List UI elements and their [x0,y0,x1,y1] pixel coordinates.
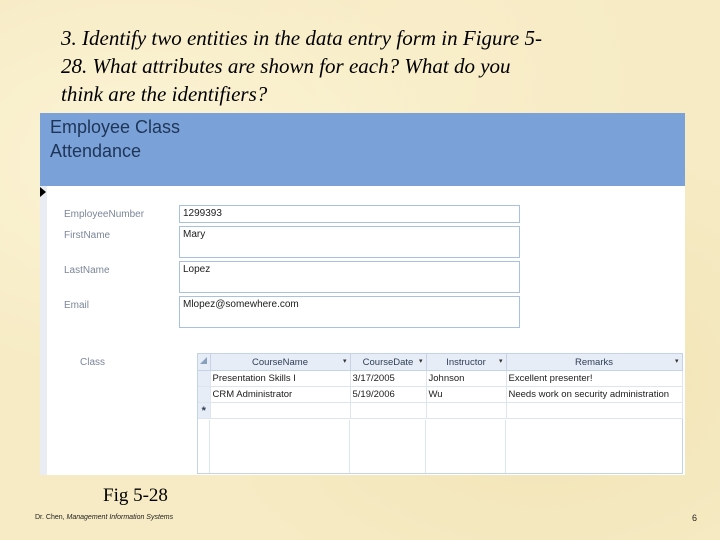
grid-column-line [349,420,350,473]
dropdown-arrow-icon[interactable]: ▾ [674,358,679,365]
record-selector-bar[interactable] [40,186,47,475]
new-cell-coursename[interactable] [210,403,350,419]
class-subform-grid [197,353,683,474]
first-name-label: FirstName [64,230,111,241]
cell-remarks[interactable]: Excellent presenter! [506,371,682,387]
row-selector[interactable] [198,371,210,387]
column-header-label: Remarks [574,356,613,368]
table-row[interactable] [198,387,682,403]
table-row[interactable] [198,371,682,387]
last-name-field[interactable]: Lopez [179,261,520,293]
email-label: Email [64,300,90,311]
select-all-corner[interactable] [198,354,210,371]
column-header-label: CourseName [252,356,308,368]
email-field[interactable]: Mlopez@somewhere.com [179,296,520,328]
new-cell-instructor[interactable] [426,403,506,419]
employee-class-form-screenshot [40,113,685,475]
cell-coursename[interactable]: CRM Administrator [210,387,350,403]
footer [35,514,173,521]
dropdown-arrow-icon[interactable]: ▾ [342,358,347,365]
current-record-arrow-icon [40,187,46,197]
class-subform-label: Class [80,357,106,368]
column-header-remarks[interactable] [506,354,682,371]
new-record-selector[interactable] [198,403,210,419]
new-record-row[interactable] [198,403,682,419]
row-selector[interactable] [198,387,210,403]
cell-instructor[interactable]: Wu [426,387,506,403]
employee-number-field[interactable]: 1299393 [179,205,520,223]
form-header [40,113,685,186]
new-cell-remarks[interactable] [506,403,682,419]
grid-column-line [209,420,210,473]
cell-coursedate[interactable]: 5/19/2006 [350,387,426,403]
cell-coursename[interactable]: Presentation Skills I [210,371,350,387]
dropdown-arrow-icon[interactable]: ▾ [418,358,423,365]
grid-column-line [505,420,506,473]
new-record-star-icon: * [201,404,206,417]
dropdown-arrow-icon[interactable]: ▾ [498,358,503,365]
question-line-1: 3. Identify two entities in the data entry form in Figure 5- [61,26,542,50]
column-header-coursedate[interactable] [350,354,426,371]
cell-remarks[interactable]: Needs work on security administration [506,387,682,403]
form-title [50,115,180,163]
form-title-line-1: Employee Class [50,117,181,137]
grid-column-line [425,420,426,473]
grid-empty-area [198,420,682,473]
last-name-label: LastName [64,265,110,276]
select-all-icon [200,357,207,364]
figure-caption: Fig 5-28 [103,485,168,506]
new-cell-coursedate[interactable] [350,403,426,419]
first-name-field[interactable]: Mary [179,226,520,258]
cell-coursedate[interactable]: 3/17/2005 [350,371,426,387]
cell-instructor[interactable]: Johnson [426,371,506,387]
question-text [61,24,661,108]
page-number: 6 [692,513,698,523]
employee-number-label: EmployeeNumber [64,209,145,220]
column-header-label: CourseDate [362,356,414,368]
footer-author: Dr. Chen, [35,514,65,521]
column-header-instructor[interactable] [426,354,506,371]
question-line-3: think are the identifiers? [61,82,268,106]
footer-course: Management Information Systems [66,514,174,521]
column-header-coursename[interactable] [210,354,350,371]
column-header-label: Instructor [446,356,486,368]
form-title-line-2: Attendance [50,141,142,161]
question-line-2: 28. What attributes are shown for each? What do you [61,54,511,78]
